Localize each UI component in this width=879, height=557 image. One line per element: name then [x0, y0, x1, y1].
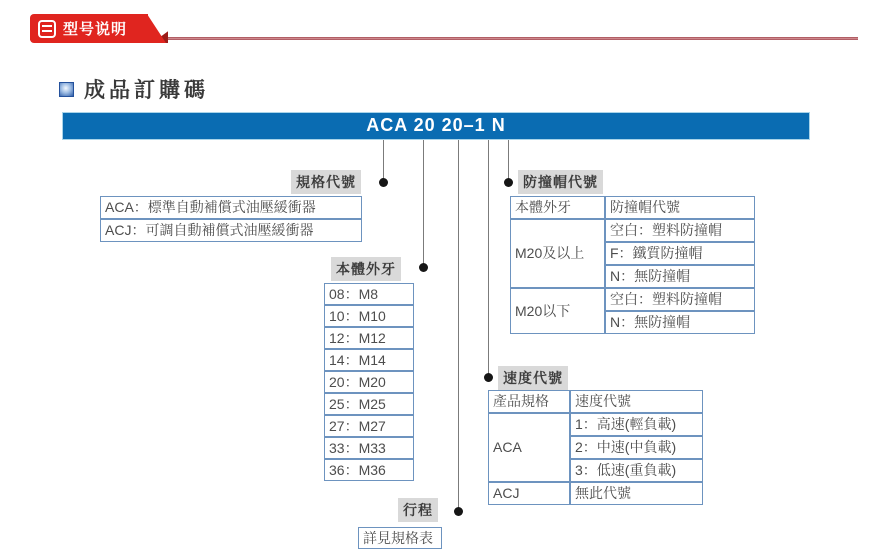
- speed-value: 3：低速(重負載): [570, 459, 703, 482]
- ribbon-title: 型号说明: [63, 21, 128, 38]
- connector-dot-stroke: [454, 507, 463, 516]
- thread-row: 27：M27: [324, 415, 414, 437]
- spec-code-box: [100, 196, 362, 242]
- stroke-note: 詳見規格表: [358, 527, 442, 549]
- cap-key-m20-below: M20以下: [510, 288, 605, 334]
- speed-value: 1：高速(輕負載): [570, 413, 703, 436]
- section-title: 成品訂購碼: [84, 79, 209, 102]
- table-row: [510, 288, 755, 311]
- cap-value: N：無防撞帽: [605, 265, 755, 288]
- thread-row: 08：M8: [324, 283, 414, 305]
- speed-code-table: [488, 390, 703, 505]
- cap-header-code: 防撞帽代號: [605, 196, 755, 219]
- cap-value: F：鐵質防撞帽: [605, 242, 755, 265]
- speed-acj-value: 無此代號: [570, 482, 703, 505]
- body-thread-box: [324, 283, 414, 481]
- label-body-thread: 本體外牙: [331, 257, 401, 281]
- cap-value: 空白：塑料防撞帽: [605, 288, 755, 311]
- connector-dot-thread: [419, 263, 428, 272]
- section-ribbon: [30, 14, 148, 43]
- thread-row: 25：M25: [324, 393, 414, 415]
- thread-row: 20：M20: [324, 371, 414, 393]
- table-row: [488, 390, 703, 413]
- spec-row: ACA：標準自動補償式油壓緩衝器: [100, 196, 362, 219]
- thread-row: 12：M12: [324, 327, 414, 349]
- thread-row: 10：M10: [324, 305, 414, 327]
- stroke-note-box: [358, 527, 442, 549]
- leader-line-speed: [488, 140, 489, 378]
- cap-value: 空白：塑料防撞帽: [605, 219, 755, 242]
- leader-line-cap: [508, 140, 509, 182]
- connector-dot-spec: [379, 178, 388, 187]
- document-icon: [38, 20, 56, 38]
- leader-line-spec: [383, 140, 384, 182]
- table-row: [488, 413, 703, 436]
- leader-line-thread: [423, 140, 424, 268]
- ribbon-slant: [147, 14, 166, 43]
- cap-code-table: [510, 196, 755, 334]
- connector-dot-cap: [504, 178, 513, 187]
- label-stroke: 行程: [398, 498, 438, 522]
- spec-row: ACJ：可調自動補償式油壓緩衝器: [100, 219, 362, 242]
- speed-header-code: 速度代號: [570, 390, 703, 413]
- thread-row: 36：M36: [324, 459, 414, 481]
- thread-row: 14：M14: [324, 349, 414, 371]
- connector-dot-speed: [484, 373, 493, 382]
- speed-key-acj: ACJ: [488, 482, 570, 505]
- cap-key-m20-above: M20及以上: [510, 219, 605, 288]
- label-cap-code: 防撞帽代號: [518, 170, 603, 194]
- section-heading: [59, 74, 209, 104]
- table-row: [510, 219, 755, 242]
- cap-header-thread: 本體外牙: [510, 196, 605, 219]
- label-spec-code: 規格代號: [291, 170, 361, 194]
- speed-value: 2：中速(中負載): [570, 436, 703, 459]
- speed-header-product: 產品規格: [488, 390, 570, 413]
- leader-line-stroke: [458, 140, 459, 511]
- model-code-banner: ACA 20 20–1 N: [62, 112, 810, 140]
- speed-key-aca: ACA: [488, 413, 570, 482]
- blue-square-bullet-icon: [59, 82, 74, 97]
- cap-value: N：無防撞帽: [605, 311, 755, 334]
- thread-row: 33：M33: [324, 437, 414, 459]
- table-row: [488, 482, 703, 505]
- label-speed-code: 速度代號: [498, 366, 568, 390]
- table-row: [510, 196, 755, 219]
